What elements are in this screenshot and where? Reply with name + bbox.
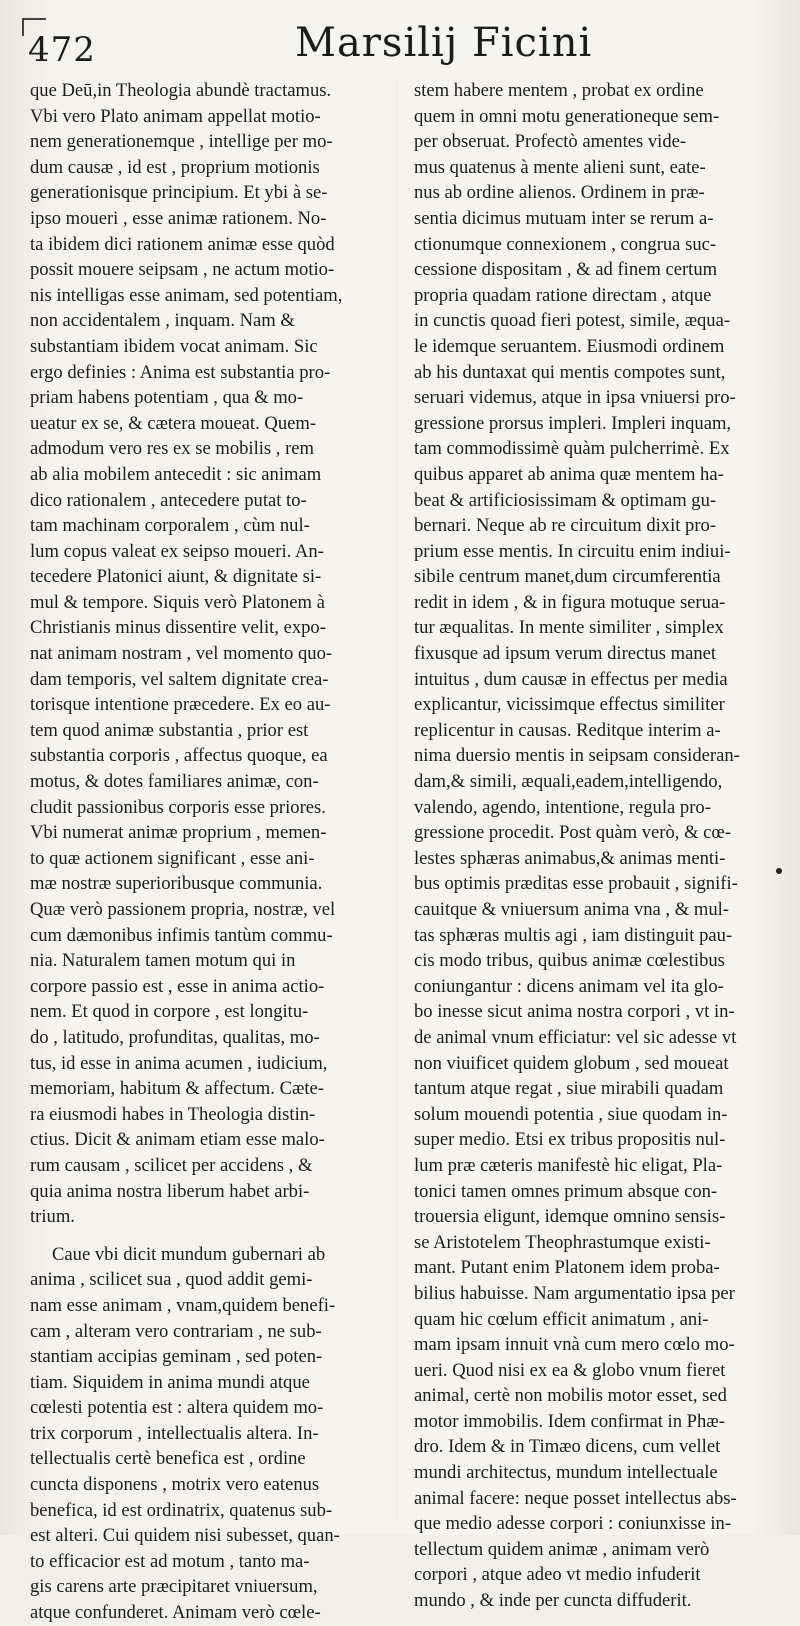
text-line: do , latitudo, profunditas, qualitas, mo- <box>30 1026 320 1048</box>
text-line: tur æqualitas. In mente similiter , simplex <box>414 617 724 639</box>
running-title: Marsilij Ficini <box>295 20 593 66</box>
text-line: quem in omni motu generationeque sem- <box>414 105 720 127</box>
text-line: Christianis minus dissentire velit, expo- <box>30 617 326 639</box>
text-line: substantia corporis , affectus quoque, ea <box>30 745 328 767</box>
text-line: corpore passio est , esse in anima actio- <box>30 975 325 997</box>
text-line: lestes sphæras animabus,& animas menti- <box>414 847 726 869</box>
text-line: dum causæ , id est , proprium motionis <box>30 156 320 178</box>
text-line: motor immobilis. Idem confirmat in Phæ- <box>414 1410 725 1432</box>
text-line: tecedere Platonici aiunt, & dignitate si- <box>30 566 322 588</box>
text-line: nem generationemque , intellige per mo- <box>30 131 333 153</box>
text-line: memoriam, habitum & affectum. Cæte- <box>30 1078 324 1100</box>
text-line: ipso moueri , esse animæ rationem. No- <box>30 207 327 229</box>
text-line: tam machinam corporalem , cùm nul- <box>30 515 310 537</box>
text-line: Caue vbi dicit mundum gubernari ab <box>52 1243 326 1265</box>
text-line: tas sphæras multis agi , iam distinguit pau- <box>414 924 733 946</box>
text-line: tellectum quidem animæ , animam verò <box>414 1538 710 1560</box>
text-line: tonici tamen omnes primum absque con- <box>414 1180 718 1202</box>
text-line: possit mouere seipsam , ne actum motio- <box>30 259 335 281</box>
text-line: cum dæmonibus infimis tantùm commu- <box>30 924 333 946</box>
text-line: cludit passionibus corporis esse priores. <box>30 796 326 818</box>
text-line: animal, certè non mobilis motor esset, sed <box>414 1385 727 1407</box>
text-line: cauitque & vniuersum anima vna , & mul- <box>414 899 729 920</box>
text-line: nam esse animam , vnam,quidem benefi- <box>30 1294 336 1316</box>
text-line: ueri. Quod nisi ex ea & globo vnum fieret <box>414 1359 726 1381</box>
text-line: stantiam accipias geminam , sed poten- <box>30 1346 323 1368</box>
text-line: replicentur in causas. Reditque interim a- <box>414 719 721 741</box>
text-line: tantum atque regat , siue mirabili quadam <box>414 1078 724 1100</box>
text-line: cis modo tribus, quibus animæ cœlestibus <box>414 950 725 972</box>
text-line: nat animam nostram , vel momento quo- <box>30 643 333 665</box>
text-line: se Aristotelem Theophrastumque existi- <box>414 1231 711 1253</box>
text-line: ab alia mobilem antecedit : sic animam <box>30 463 322 485</box>
margin-dot <box>776 868 782 874</box>
text-line: tam commodissimè quàm pulcherrimè. Ex <box>414 438 730 460</box>
text-line: explicantur, vicissimque effectus similiter <box>414 694 725 716</box>
text-line: que Deū,in Theologia abundè tractamus. <box>30 80 332 101</box>
left-text-column <box>30 78 380 1626</box>
text-line: que medio adesse corpori : coniunxisse in- <box>414 1513 732 1535</box>
text-line: anima , scilicet sua , quod addit gemi- <box>30 1269 313 1291</box>
text-line: bo inesse sicut anima nostra corpori , vt in- <box>414 1001 735 1023</box>
text-line: quam hic cœlum efficit animatum , ani- <box>414 1308 709 1330</box>
text-line: le idemque seruantem. Eiusmodi ordinem <box>414 335 725 357</box>
text-line: cam , alteram vero contrariam , ne sub- <box>30 1320 322 1342</box>
text-line: mundo , & inde per cuncta diffuderit. <box>414 1590 692 1612</box>
text-line: est alteri. Cui quidem nisi subesset, quan- <box>30 1525 340 1547</box>
text-line: seruari videmus, atque in ipsa vniuersi pro- <box>414 387 736 409</box>
text-line: tellectualis certè benefica est , ordine <box>30 1448 306 1470</box>
text-line: ctionumque connexionem , congrua suc- <box>414 233 717 255</box>
text-line: motus, & dotes familiares animæ, con- <box>30 771 319 793</box>
text-line: dro. Idem & in Timæo dicens, cum vellet <box>414 1436 721 1458</box>
text-line: ctius. Dicit & animam etiam esse malo- <box>30 1129 325 1151</box>
text-line: to quæ actionem significant , esse ani- <box>30 847 315 869</box>
text-line: gressione prorsus impleri. Impleri inquam, <box>414 412 732 434</box>
text-line: trix corporum , intellectualis altera. In- <box>30 1422 319 1444</box>
text-line: coniungantur : dicens animam vel ita glo- <box>414 975 724 997</box>
text-line: substantiam ibidem vocat animam. Sic <box>30 335 318 357</box>
text-line: stem habere mentem , probat ex ordine <box>414 80 704 101</box>
text-line: tus, id esse in anima acumen , iudicium, <box>30 1052 328 1074</box>
text-line: sentia dicimus mutuam inter se rerum a- <box>414 207 714 229</box>
text-line: nem. Et quod in corpore , est longitu- <box>30 1001 309 1023</box>
text-line: non accidentalem , inquam. Nam & <box>30 310 295 332</box>
text-line: super medio. Etsi ex tribus propositis nul- <box>414 1129 726 1151</box>
text-line: benefica, id est ordinatrix, quatenus sub- <box>30 1499 333 1521</box>
text-line: quibus apparet ab anima quæ mentem ha- <box>414 463 724 485</box>
text-line: mæ nostræ superioribusque communia. <box>30 873 323 895</box>
text-line: mul & tempore. Siquis verò Platonem à <box>30 591 325 613</box>
text-line: dam temporis, vel saltem dignitate crea- <box>30 668 329 690</box>
text-line: dico rationalem , antecedere putat to- <box>30 489 307 511</box>
text-line: to efficacior est ad motum , tanto ma- <box>30 1550 310 1572</box>
text-line: Vbi numerat animæ proprium , memen- <box>30 822 327 844</box>
text-line: nia. Naturalem tamen motum qui in <box>30 950 296 972</box>
text-line: gis carens arte præcipitaret vniuersum, <box>30 1576 318 1598</box>
text-line: torisque intentione præcedere. Ex eo au- <box>30 694 331 716</box>
text-line: ab his duntaxat qui mentis compotes sunt, <box>414 361 726 383</box>
text-line: valendo, agendo, intentione, regula pro- <box>414 796 711 818</box>
text-line: de animal vnum efficiatur: vel sic adesse vt <box>414 1026 737 1048</box>
text-line: lum copus valeat ex seipso moueri. An- <box>30 540 324 562</box>
text-line: nima duersio mentis in seipsam consideran- <box>414 745 740 767</box>
text-line: bilius habuisse. Nam argumentatio ipsa per <box>414 1282 735 1304</box>
text-line: priam habens potentiam , qua & mo- <box>30 387 304 409</box>
text-line: rum causam , scilicet per accidens , & <box>30 1154 313 1176</box>
text-line: atque confunderet. Animam verò cœle- <box>30 1602 321 1624</box>
text-line: bus optimis præditas esse probauit , signifi- <box>414 873 738 895</box>
text-line: gressione procedit. Post quàm verò, & cœ- <box>414 822 732 844</box>
text-line: mam ipsam innuit vnà cum mero cœlo mo- <box>414 1334 735 1356</box>
text-line: admodum vero res ex se mobilis , rem <box>30 438 315 460</box>
text-line: in cunctis quoad fieri potest, simile, æqua- <box>414 310 731 332</box>
text-line: intuitus , dum causæ in effectus per media <box>414 668 728 690</box>
text-line: non viuificet quidem globum , sed moueat <box>414 1052 729 1074</box>
text-line: sibile centrum manet,dum circumferentia <box>414 566 721 588</box>
text-line: nis intelligas esse animam, sed potentiam, <box>30 284 343 306</box>
text-line: mundi architectus, mundum intellectuale <box>414 1462 718 1484</box>
text-line: prium esse mentis. In circuitu enim indiui- <box>414 540 731 562</box>
text-line: dam,& simili, æquali,eadem,intelligendo, <box>414 771 723 793</box>
column-gutter <box>396 80 397 1520</box>
text-line: mus quatenus à mente alieni sunt, eate- <box>414 156 706 178</box>
right-text-column <box>414 78 764 1614</box>
text-line: animal facere: neque posset intellectus abs- <box>414 1487 737 1509</box>
text-line: cuncta disponens , motrix vero eatenus <box>30 1474 320 1496</box>
text-line: trouersia eligunt, idemque omnino sensis- <box>414 1206 726 1228</box>
page-number: 472 <box>28 30 96 70</box>
text-line: nus ab ordine alienos. Ordinem in præ- <box>414 182 705 204</box>
text-line: ergo definies : Anima est substantia pro- <box>30 361 331 383</box>
text-line: corpori , atque adeo vt medio infuderit <box>414 1564 701 1586</box>
text-line: quia anima nostra liberum habet arbi- <box>30 1180 310 1202</box>
text-line: trium. <box>30 1206 75 1228</box>
text-line: per obseruat. Profectò amentes vide- <box>414 131 687 153</box>
text-line: propria quadam ratione directam , atque <box>414 284 712 306</box>
text-line: tiam. Siquidem in anima mundi atque <box>30 1371 310 1393</box>
text-line: bernari. Neque ab re circuitum dixit pro- <box>414 515 717 537</box>
text-line: generationisque principium. Et ybi à se- <box>30 182 328 204</box>
text-line: beat & artificiosissimam & optimam gu- <box>414 489 717 511</box>
text-line: Quæ verò passionem propria, nostræ, vel <box>30 899 336 920</box>
text-line: lum præ cæteris manifestè hic eligat, Pla- <box>414 1154 723 1176</box>
text-line: mant. Putant enim Platonem idem proba- <box>414 1257 720 1279</box>
text-line: cœlesti potentia est : altera quidem mo- <box>30 1397 324 1419</box>
text-line: ta ibidem dici rationem animæ esse quòd <box>30 233 335 255</box>
text-line: ueatur ex se, & cætera moueat. Quem- <box>30 412 317 434</box>
text-line: solum mouendi potentia , siue quodam in- <box>414 1103 728 1125</box>
text-line: ra eiusmodi habes in Theologia distin- <box>30 1103 316 1125</box>
paragraph-gap <box>30 1230 380 1242</box>
text-line: cessione dispositam , & ad finem certum <box>414 259 718 281</box>
text-line: fixusque ad ipsum verum directus manet <box>414 643 717 665</box>
text-line: redit in idem , & in figura motuque serua- <box>414 591 726 613</box>
text-line: Vbi vero Plato animam appellat motio- <box>30 105 321 127</box>
text-line: tem quod animæ substantia , prior est <box>30 719 309 741</box>
